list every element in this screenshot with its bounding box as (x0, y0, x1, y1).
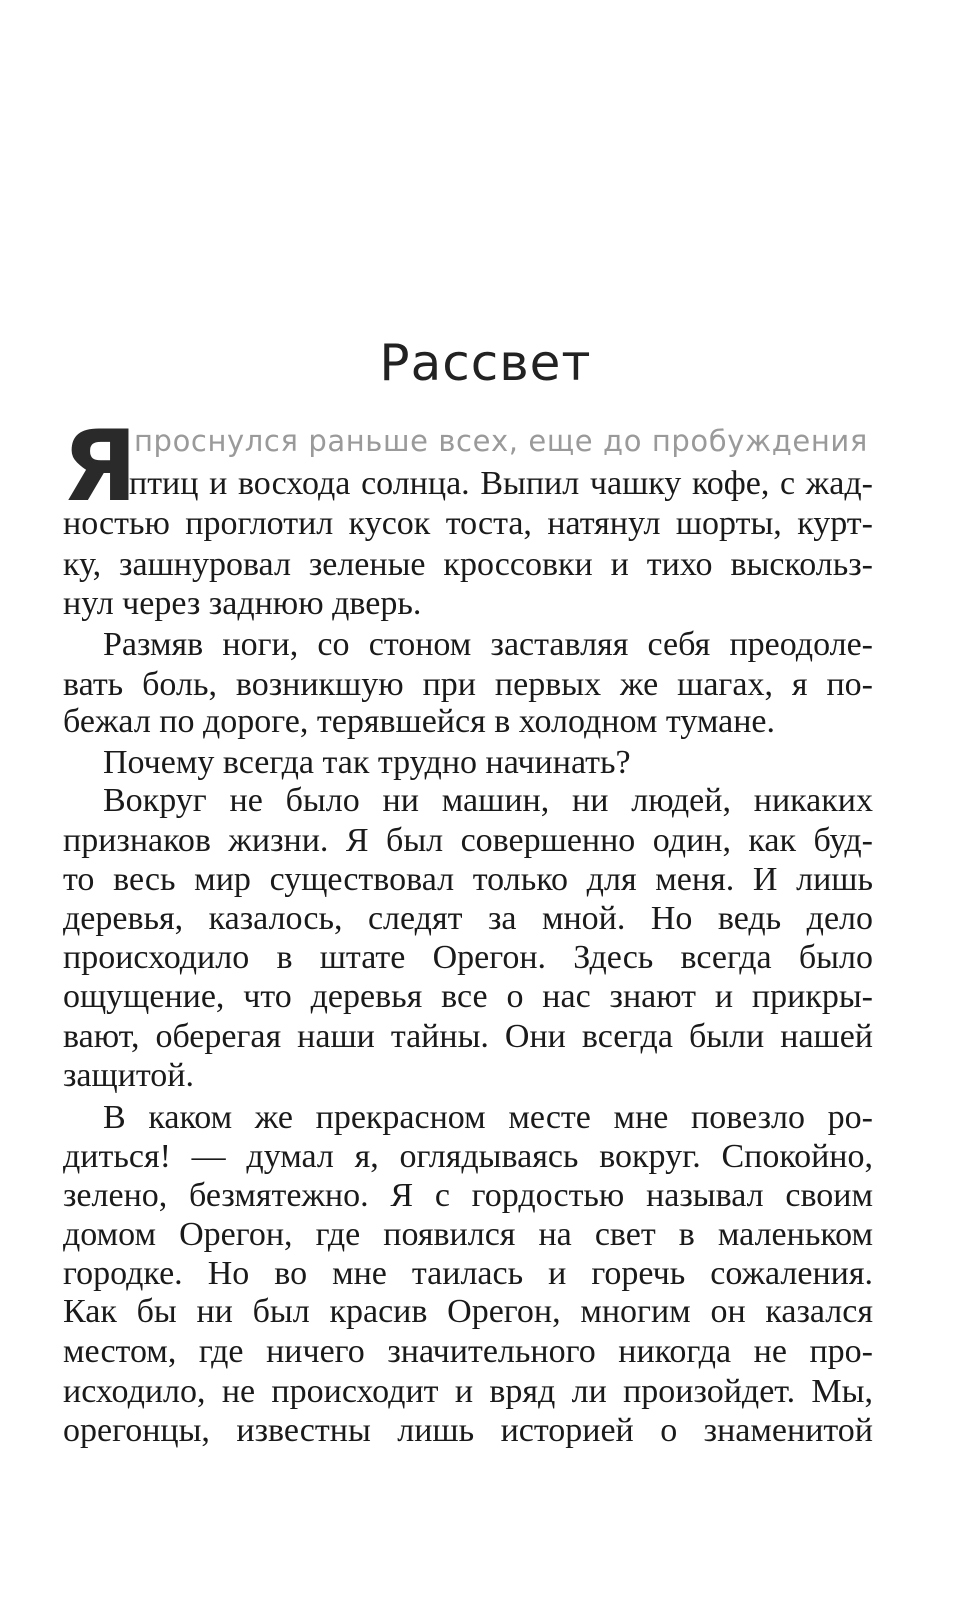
text-line: деревья, казалось, следят за мной. Но ведь дело (63, 900, 873, 937)
text-line: ощущение, что деревья все о нас знают и прикры- (63, 978, 873, 1015)
text-line: вают, оберегая наши тайны. Они всегда были нашей (63, 1018, 873, 1055)
text-line: защитой. (63, 1057, 195, 1094)
text-line: птиц и восхода солнца. Выпил чашку кофе, с жад- (129, 465, 873, 502)
text-line: ку, зашнуровал зеленые кроссовки и тихо выскольз- (63, 546, 873, 583)
text-line: диться! — думал я, оглядываясь вокруг. Спокойно, (63, 1138, 873, 1175)
text-line: местом, где ничего значительного никогда не про- (63, 1333, 873, 1370)
text-line: признаков жизни. Я был совершенно один, как буд- (63, 822, 873, 859)
text-line: происходило в штате Орегон. Здесь всегда было (63, 939, 873, 976)
text-line: Размяв ноги, со стоном заставляя себя преодоле- (103, 626, 873, 663)
text-line: бежал по дороге, терявшейся в холодном тумане. (63, 703, 775, 740)
text-line: Почему всегда так трудно начинать? (103, 744, 631, 781)
text-line: нул через заднюю дверь. (63, 585, 422, 622)
text-line: городке. Но во мне таилась и горечь сожаления. (63, 1255, 873, 1292)
text-line: исходило, не происходит и вряд ли произойдет. Мы, (63, 1373, 873, 1410)
text-line: орегонцы, известны лишь историей о знаменитой (63, 1412, 873, 1449)
text-line: Вокруг не было ни машин, ни людей, никаких (103, 782, 873, 819)
text-line: вать боль, возникшую при первых же шагах, я по- (63, 666, 873, 703)
text-line: ностью проглотил кусок тоста, натянул шорты, курт- (63, 505, 873, 542)
lead-line: проснулся раньше всех, еще до пробуждения (134, 424, 868, 458)
text-line: В каком же прекрасном месте мне повезло ро- (103, 1099, 873, 1136)
chapter-title: Рассвет (379, 334, 592, 392)
text-line: Как бы ни был красив Орегон, многим он казался (63, 1293, 873, 1330)
drop-cap: Я (62, 410, 138, 524)
text-line: то весь мир существовал только для меня. И лишь (63, 861, 873, 898)
text-line: зелено, безмятежно. Я с гордостью называл своим (63, 1177, 873, 1214)
text-line: домом Орегон, где появился на свет в маленьком (63, 1216, 873, 1253)
